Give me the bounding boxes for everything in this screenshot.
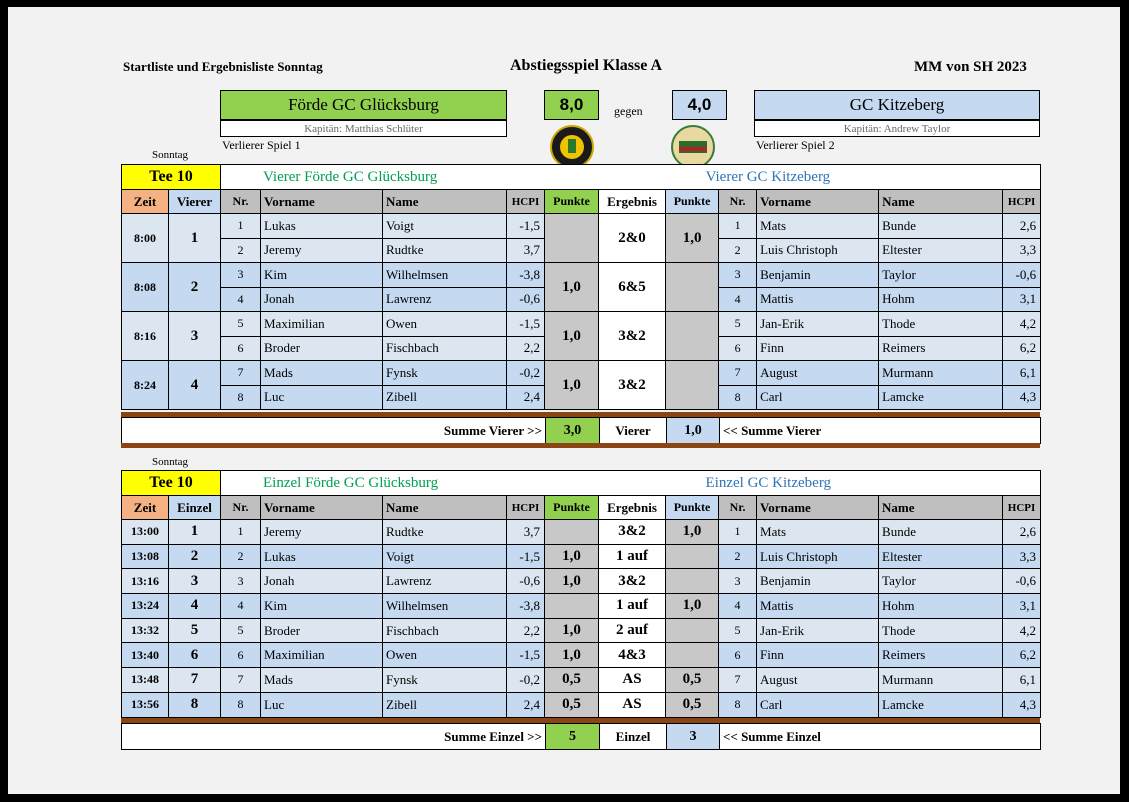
player-nr: 6: [719, 643, 757, 668]
player-firstname: Kim: [261, 263, 383, 288]
away-points: [666, 569, 719, 594]
player-nr: 7: [719, 668, 757, 693]
player-nr: 6: [719, 336, 757, 361]
col-nr-away: Nr.: [719, 496, 757, 520]
einzel-sum-mid: Einzel: [600, 724, 667, 750]
player-firstname: August: [757, 668, 879, 693]
col-ergebnis: Ergebnis: [599, 496, 666, 520]
home-points: 0,5: [545, 692, 599, 717]
player-firstname: Jonah: [261, 569, 383, 594]
player-lastname: Fynsk: [383, 668, 507, 693]
result-sheet: [8, 7, 1120, 794]
match-time: 13:48: [122, 668, 169, 693]
col-vorname: Vorname: [261, 496, 383, 520]
player-firstname: Broder: [261, 336, 383, 361]
away-points: 0,5: [666, 668, 719, 693]
player-hcpi: 2,6: [1003, 520, 1041, 545]
home-points: [545, 520, 599, 545]
player-lastname: Wilhelmsen: [383, 594, 507, 619]
col-zeit: Zeit: [122, 496, 169, 520]
col-ergebnis: Ergebnis: [599, 190, 666, 214]
player-firstname: Benjamin: [757, 263, 879, 288]
away-score: 4,0: [672, 90, 727, 120]
player-nr: 5: [221, 312, 261, 337]
player-hcpi: -0,2: [507, 668, 545, 693]
player-lastname: Lamcke: [879, 385, 1003, 410]
match-result: 2&0: [599, 214, 666, 263]
einzel-header-row: [122, 496, 1041, 520]
home-points: 1,0: [545, 544, 599, 569]
player-nr: 6: [221, 643, 261, 668]
match-time: 13:00: [122, 520, 169, 545]
player-lastname: Fynsk: [383, 361, 507, 386]
away-team-name: GC Kitzeberg: [754, 90, 1040, 120]
home-team-note: Verlierer Spiel 1: [222, 138, 301, 152]
player-hcpi: 4,3: [1003, 692, 1041, 717]
player-nr: 8: [221, 385, 261, 410]
home-team-captain: Kapitän: Matthias Schlüter: [220, 120, 507, 137]
player-lastname: Zibell: [383, 385, 507, 410]
player-firstname: Luc: [261, 692, 383, 717]
player-hcpi: 6,1: [1003, 361, 1041, 386]
player-nr: 3: [221, 263, 261, 288]
player-nr: 8: [719, 692, 757, 717]
table-row: [122, 263, 1041, 288]
player-hcpi: 6,1: [1003, 668, 1041, 693]
match-time: 13:56: [122, 692, 169, 717]
player-lastname: Eltester: [879, 544, 1003, 569]
match-number: 4: [169, 361, 221, 410]
match-number: 3: [169, 569, 221, 594]
home-score: 8,0: [544, 90, 599, 120]
col-punkte-away: Punkte: [666, 496, 719, 520]
player-firstname: Luc: [261, 385, 383, 410]
match-number: 2: [169, 544, 221, 569]
match-result: 2 auf: [599, 618, 666, 643]
vierer-sum-row: [121, 417, 1041, 444]
match-number: 2: [169, 263, 221, 312]
match-result: 6&5: [599, 263, 666, 312]
player-firstname: Carl: [757, 385, 879, 410]
away-points: 1,0: [666, 594, 719, 619]
player-hcpi: 3,1: [1003, 594, 1041, 619]
match-result: AS: [599, 668, 666, 693]
player-hcpi: 4,3: [1003, 385, 1041, 410]
player-firstname: Maximilian: [261, 312, 383, 337]
match-number: 8: [169, 692, 221, 717]
vierer-table: [121, 164, 1041, 410]
player-firstname: Mattis: [757, 287, 879, 312]
player-firstname: Lukas: [261, 214, 383, 239]
player-firstname: Jeremy: [261, 238, 383, 263]
player-lastname: Fischbach: [383, 336, 507, 361]
col-nr: Nr.: [221, 496, 261, 520]
home-points: 1,0: [545, 569, 599, 594]
player-nr: 1: [719, 214, 757, 239]
player-firstname: Mats: [757, 520, 879, 545]
col-punkte-home: Punkte: [545, 190, 599, 214]
match-result: 3&2: [599, 361, 666, 410]
vierer-sum-label-right: << Summe Vierer: [720, 418, 1041, 444]
player-hcpi: 2,4: [507, 692, 545, 717]
match-result: AS: [599, 692, 666, 717]
player-nr: 3: [221, 569, 261, 594]
player-hcpi: -3,8: [507, 594, 545, 619]
player-firstname: Mats: [757, 214, 879, 239]
col-hcpi: HCPI: [507, 190, 545, 214]
table-row: [122, 643, 1041, 668]
player-nr: 6: [221, 336, 261, 361]
away-points: 1,0: [666, 520, 719, 545]
table-row: [122, 692, 1041, 717]
match-result: 1 auf: [599, 594, 666, 619]
col-zeit: Zeit: [122, 190, 169, 214]
match-number: 7: [169, 668, 221, 693]
away-points: [666, 618, 719, 643]
player-nr: 5: [719, 312, 757, 337]
player-lastname: Reimers: [879, 643, 1003, 668]
match-result: 3&2: [599, 312, 666, 361]
match-time: 13:32: [122, 618, 169, 643]
col-nr-away: Nr.: [719, 190, 757, 214]
player-hcpi: -0,2: [507, 361, 545, 386]
home-team-name: Förde GC Glücksburg: [220, 90, 507, 120]
player-lastname: Taylor: [879, 569, 1003, 594]
home-points: 1,0: [545, 361, 599, 410]
sheet-title: Abstiegsspiel Klasse A: [510, 57, 663, 74]
player-lastname: Thode: [879, 618, 1003, 643]
match-time: 13:16: [122, 569, 169, 594]
table-row: [122, 618, 1041, 643]
player-hcpi: -0,6: [507, 287, 545, 312]
player-firstname: Jan-Erik: [757, 618, 879, 643]
table-row: [122, 569, 1041, 594]
player-nr: 4: [719, 287, 757, 312]
einzel-sum-label-right: << Summe Einzel: [720, 724, 1041, 750]
match-result: 3&2: [599, 520, 666, 545]
match-number: 3: [169, 312, 221, 361]
player-lastname: Hohm: [879, 594, 1003, 619]
player-lastname: Lawrenz: [383, 569, 507, 594]
player-hcpi: 4,2: [1003, 312, 1041, 337]
player-nr: 5: [719, 618, 757, 643]
player-nr: 1: [221, 520, 261, 545]
vierer-tee-label: Tee 10: [122, 165, 221, 190]
player-lastname: Murmann: [879, 668, 1003, 693]
table-row: [122, 214, 1041, 239]
col-punkte-home: Punkte: [545, 496, 599, 520]
home-points: 1,0: [545, 263, 599, 312]
player-lastname: Hohm: [879, 287, 1003, 312]
match-time: 8:24: [122, 361, 169, 410]
match-result: 4&3: [599, 643, 666, 668]
player-lastname: Owen: [383, 643, 507, 668]
player-lastname: Lawrenz: [383, 287, 507, 312]
vierer-sum-label-left: Summe Vierer >>: [122, 418, 546, 444]
player-firstname: Mattis: [757, 594, 879, 619]
col-name: Name: [383, 190, 507, 214]
einzel-table: [121, 470, 1041, 718]
player-lastname: Voigt: [383, 214, 507, 239]
vierer-home-title: Vierer Förde GC Glücksburg: [221, 165, 666, 190]
player-lastname: Reimers: [879, 336, 1003, 361]
player-nr: 2: [719, 238, 757, 263]
away-points: [666, 263, 719, 312]
away-points: [666, 312, 719, 361]
player-firstname: Luis Christoph: [757, 238, 879, 263]
player-nr: 8: [719, 385, 757, 410]
match-result: 3&2: [599, 569, 666, 594]
player-firstname: Finn: [757, 336, 879, 361]
player-firstname: Broder: [261, 618, 383, 643]
player-lastname: Owen: [383, 312, 507, 337]
player-firstname: Jonah: [261, 287, 383, 312]
player-nr: 3: [719, 263, 757, 288]
player-lastname: Bunde: [879, 520, 1003, 545]
col-einzel: Einzel: [169, 496, 221, 520]
table-row: [122, 544, 1041, 569]
home-points: 1,0: [545, 643, 599, 668]
player-lastname: Rudtke: [383, 238, 507, 263]
col-punkte-away: Punkte: [666, 190, 719, 214]
col-vierer: Vierer: [169, 190, 221, 214]
match-time: 13:40: [122, 643, 169, 668]
einzel-sum-away: 3: [667, 724, 720, 750]
col-hcpi-away: HCPI: [1003, 496, 1041, 520]
home-points: 1,0: [545, 312, 599, 361]
player-hcpi: 3,3: [1003, 238, 1041, 263]
player-firstname: Mads: [261, 668, 383, 693]
vierer-away-title: Vierer GC Kitzeberg: [666, 165, 1041, 190]
player-nr: 7: [221, 668, 261, 693]
player-lastname: Zibell: [383, 692, 507, 717]
player-nr: 2: [221, 238, 261, 263]
player-nr: 7: [221, 361, 261, 386]
player-firstname: Carl: [757, 692, 879, 717]
home-points: 0,5: [545, 668, 599, 693]
away-points: 1,0: [666, 214, 719, 263]
away-team-note: Verlierer Spiel 2: [756, 138, 835, 152]
col-vorname-away: Vorname: [757, 496, 879, 520]
col-hcpi: HCPI: [507, 496, 545, 520]
player-hcpi: 3,7: [507, 520, 545, 545]
player-nr: 4: [221, 594, 261, 619]
table-row: [122, 361, 1041, 386]
match-time: 8:00: [122, 214, 169, 263]
player-hcpi: 2,4: [507, 385, 545, 410]
player-lastname: Eltester: [879, 238, 1003, 263]
match-time: 13:08: [122, 544, 169, 569]
competition-label: MM von SH 2023: [914, 59, 1027, 75]
player-hcpi: -3,8: [507, 263, 545, 288]
home-points: [545, 214, 599, 263]
player-firstname: Luis Christoph: [757, 544, 879, 569]
away-points: [666, 544, 719, 569]
player-firstname: Benjamin: [757, 569, 879, 594]
col-name: Name: [383, 496, 507, 520]
einzel-away-title: Einzel GC Kitzeberg: [666, 471, 1041, 496]
einzel-sum-row: [121, 723, 1041, 750]
match-time: 8:16: [122, 312, 169, 361]
home-points: 1,0: [545, 618, 599, 643]
home-points: [545, 594, 599, 619]
player-lastname: Murmann: [879, 361, 1003, 386]
player-hcpi: 2,2: [507, 618, 545, 643]
table-row: [122, 520, 1041, 545]
einzel-day-label: Sonntag: [152, 456, 189, 468]
col-name-away: Name: [879, 190, 1003, 214]
player-hcpi: 3,7: [507, 238, 545, 263]
player-nr: 3: [719, 569, 757, 594]
col-nr: Nr.: [221, 190, 261, 214]
player-nr: 1: [221, 214, 261, 239]
player-nr: 8: [221, 692, 261, 717]
player-firstname: Finn: [757, 643, 879, 668]
match-number: 6: [169, 643, 221, 668]
match-number: 1: [169, 520, 221, 545]
away-points: 0,5: [666, 692, 719, 717]
player-lastname: Bunde: [879, 214, 1003, 239]
player-lastname: Rudtke: [383, 520, 507, 545]
einzel-sum-home: 5: [546, 724, 600, 750]
sheet-subtitle: Startliste und Ergebnisliste Sonntag: [123, 59, 323, 74]
player-hcpi: -1,5: [507, 544, 545, 569]
table-row: [122, 312, 1041, 337]
player-hcpi: -1,5: [507, 643, 545, 668]
away-points: [666, 643, 719, 668]
einzel-sum-label-left: Summe Einzel >>: [122, 724, 546, 750]
match-time: 13:24: [122, 594, 169, 619]
player-hcpi: -0,6: [1003, 569, 1041, 594]
player-hcpi: 4,2: [1003, 618, 1041, 643]
player-nr: 2: [719, 544, 757, 569]
player-hcpi: 2,6: [1003, 214, 1041, 239]
away-team-captain: Kapitän: Andrew Taylor: [754, 120, 1040, 137]
player-firstname: Jan-Erik: [757, 312, 879, 337]
player-hcpi: -1,5: [507, 312, 545, 337]
player-hcpi: 3,1: [1003, 287, 1041, 312]
vs-label: gegen: [614, 104, 643, 118]
vierer-bottom-bar: [121, 443, 1040, 448]
player-hcpi: 3,3: [1003, 544, 1041, 569]
player-nr: 5: [221, 618, 261, 643]
player-nr: 1: [719, 520, 757, 545]
match-number: 1: [169, 214, 221, 263]
col-name-away: Name: [879, 496, 1003, 520]
col-vorname-away: Vorname: [757, 190, 879, 214]
player-hcpi: -0,6: [1003, 263, 1041, 288]
vierer-header-row: [122, 190, 1041, 214]
player-hcpi: 2,2: [507, 336, 545, 361]
vierer-sum-away: 1,0: [667, 418, 720, 444]
player-lastname: Lamcke: [879, 692, 1003, 717]
match-result: 1 auf: [599, 544, 666, 569]
player-nr: 4: [719, 594, 757, 619]
player-lastname: Wilhelmsen: [383, 263, 507, 288]
player-firstname: Lukas: [261, 544, 383, 569]
table-row: [122, 594, 1041, 619]
player-firstname: Kim: [261, 594, 383, 619]
player-lastname: Thode: [879, 312, 1003, 337]
table-row: [122, 668, 1041, 693]
player-firstname: August: [757, 361, 879, 386]
player-lastname: Fischbach: [383, 618, 507, 643]
player-lastname: Taylor: [879, 263, 1003, 288]
vierer-sum-home: 3,0: [546, 418, 600, 444]
player-nr: 4: [221, 287, 261, 312]
einzel-tee-label: Tee 10: [122, 471, 221, 496]
einzel-home-title: Einzel Förde GC Glücksburg: [221, 471, 666, 496]
vierer-day-label: Sonntag: [152, 149, 189, 161]
player-firstname: Maximilian: [261, 643, 383, 668]
away-club-logo: [671, 125, 715, 169]
col-hcpi-away: HCPI: [1003, 190, 1041, 214]
away-points: [666, 361, 719, 410]
player-nr: 7: [719, 361, 757, 386]
player-hcpi: 6,2: [1003, 336, 1041, 361]
player-hcpi: -1,5: [507, 214, 545, 239]
player-hcpi: 6,2: [1003, 643, 1041, 668]
vierer-sum-mid: Vierer: [600, 418, 667, 444]
player-hcpi: -0,6: [507, 569, 545, 594]
player-firstname: Mads: [261, 361, 383, 386]
home-club-logo: [550, 125, 594, 169]
match-number: 4: [169, 594, 221, 619]
player-nr: 2: [221, 544, 261, 569]
player-lastname: Voigt: [383, 544, 507, 569]
player-firstname: Jeremy: [261, 520, 383, 545]
match-time: 8:08: [122, 263, 169, 312]
match-number: 5: [169, 618, 221, 643]
col-vorname: Vorname: [261, 190, 383, 214]
